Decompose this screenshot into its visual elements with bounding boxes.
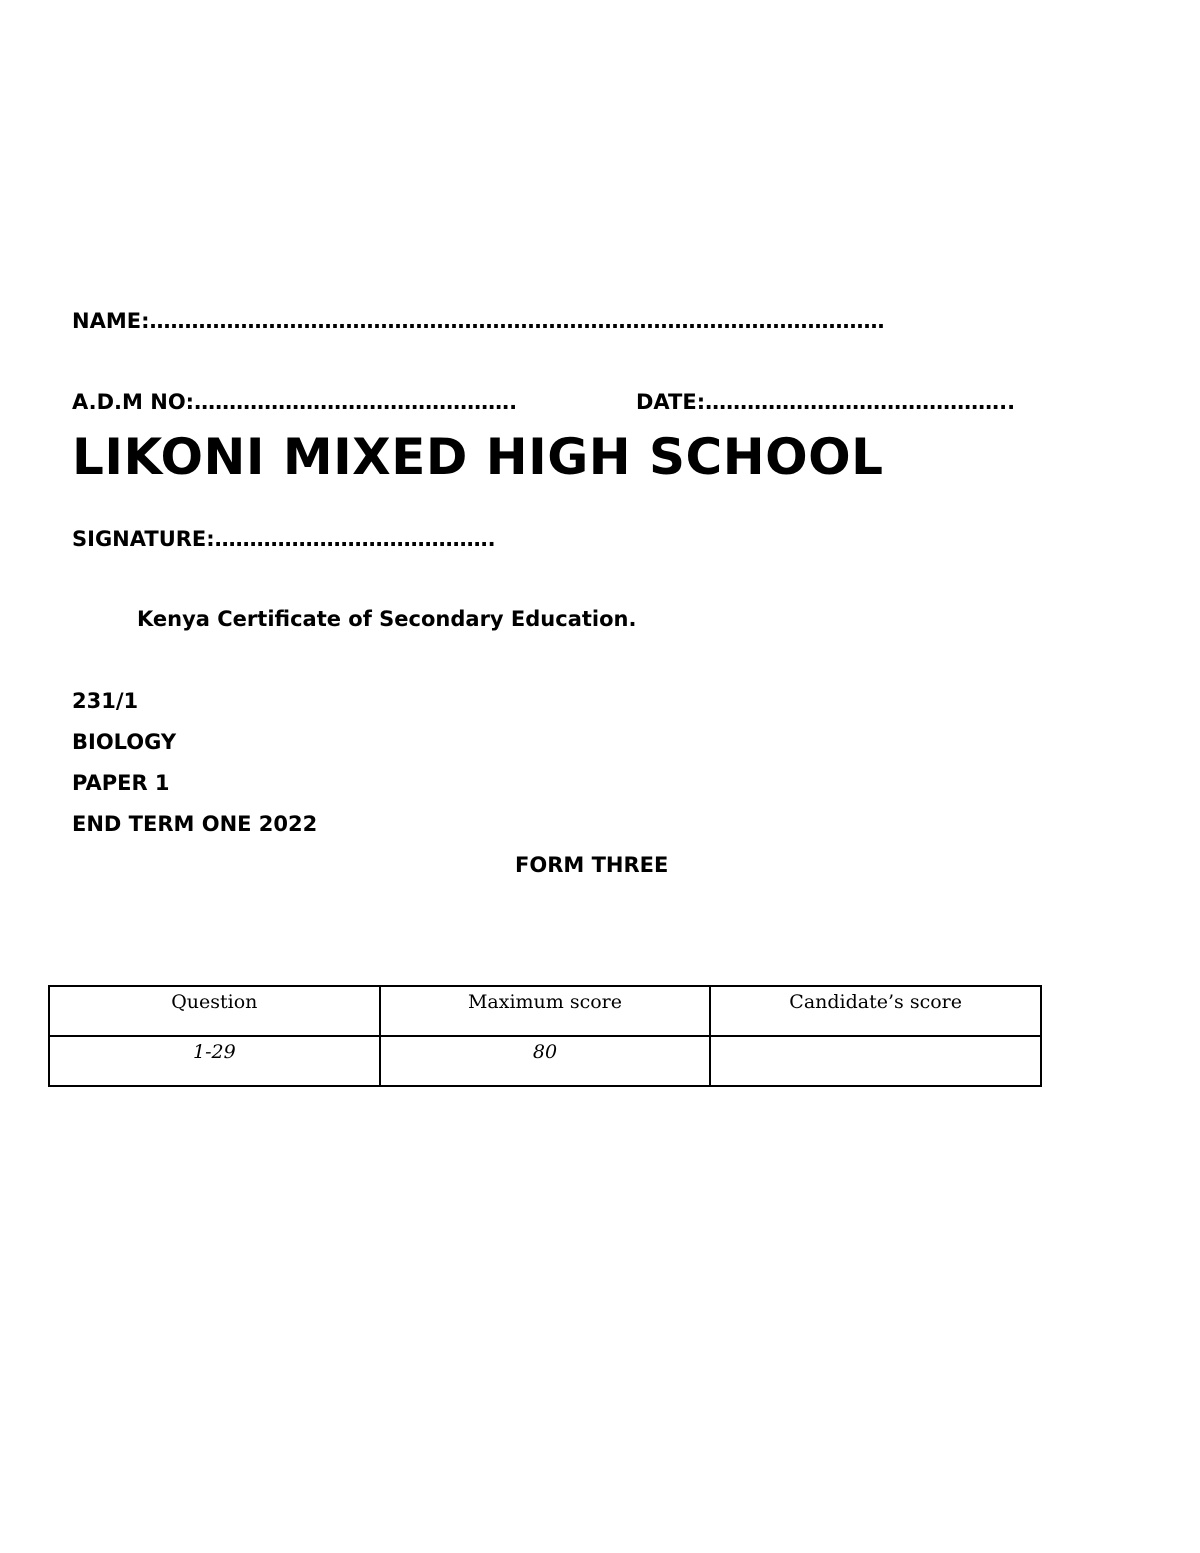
cell-maximum-score: 80 [380, 1036, 711, 1086]
paper-number: PAPER 1 [72, 771, 170, 795]
signature-field[interactable]: SIGNATURE:…………………………………. [72, 527, 496, 551]
form-level: FORM THREE [515, 853, 669, 877]
header-question: Question [49, 986, 380, 1036]
subject-name: BIOLOGY [72, 730, 177, 754]
header-maximum-score: Maximum score [380, 986, 711, 1036]
date-field[interactable]: DATE:…………………………………….. [636, 390, 1016, 414]
score-table [48, 985, 1042, 1087]
score-table-header-row [49, 986, 1041, 1036]
name-field[interactable]: NAME:…………………………………………………………………………………………… [72, 309, 885, 333]
exam-term: END TERM ONE 2022 [72, 812, 318, 836]
school-title: LIKONI MIXED HIGH SCHOOL [72, 428, 884, 486]
table-row [49, 1036, 1041, 1086]
paper-code: 231/1 [72, 689, 139, 713]
exam-body-title: Kenya Certificate of Secondary Education. [137, 607, 637, 631]
cell-question-range: 1-29 [49, 1036, 380, 1086]
adm-number-field[interactable]: A.D.M NO:………………………………………. [72, 390, 518, 414]
header-candidate-score: Candidate’s score [710, 986, 1041, 1036]
cell-candidate-score[interactable] [710, 1036, 1041, 1086]
